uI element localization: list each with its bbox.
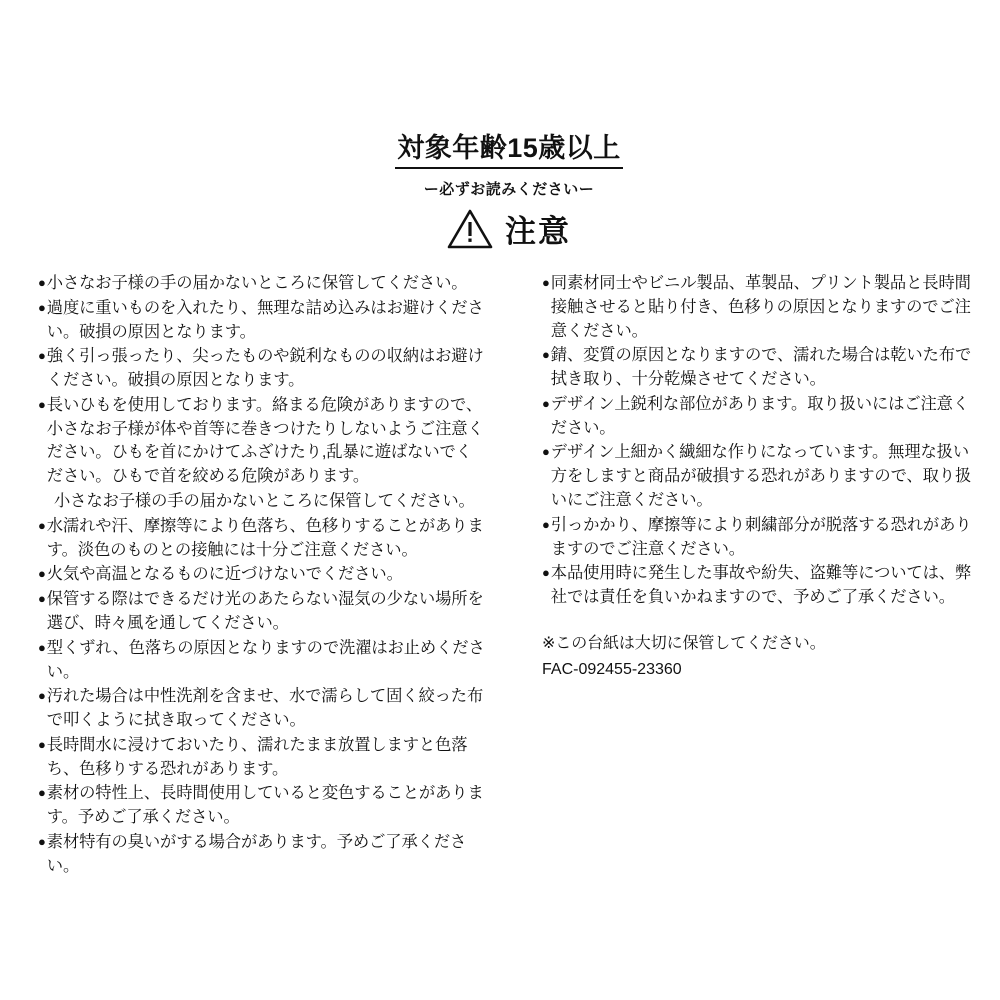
warning-list-item [38, 588, 488, 636]
bullet-dot-icon: ● [38, 275, 46, 290]
warning-list-item [38, 563, 488, 587]
bullet-dot-icon: ● [542, 395, 550, 411]
warning-list-item-text: デザイン上細かく繊細な作りになっています。無理な扱い方をしますと商品が破損する恐れがありますので、取り扱いにご注意ください。 [550, 443, 972, 510]
bullet-dot-icon: ● [38, 833, 46, 849]
warning-list-item [38, 345, 488, 393]
warning-list-item-text: 強く引っ張ったり、尖ったものや鋭利なものの収納はお避けください。破損の原因となります。 [46, 347, 484, 390]
left-warning-list [38, 272, 488, 879]
warning-list-item [542, 393, 978, 441]
warning-list-item-text: 小さなお子様の手の届かないところに保管してください。 [46, 274, 468, 292]
product-code: FAC-092455-23360 [542, 660, 682, 678]
warning-list-item [542, 514, 978, 562]
warning-list-item [38, 272, 488, 296]
bullet-dot-icon: ● [542, 516, 550, 532]
bullet-dot-icon: ● [38, 396, 46, 412]
warning-list-item [38, 685, 488, 733]
age-restriction-label: 対象年齢15歳以上 [395, 132, 623, 169]
warning-list-item [542, 562, 978, 610]
left-warning-column [0, 272, 500, 880]
caution-label: 注意 [505, 214, 571, 250]
warning-list-item-text: 長いひもを使用しております。絡まる危険がありますので、小さなお子様が体や首等に巻きつけたりしないようご注意ください。ひもを首にかけてふざけたり,乱暴に遊ばないでください。ひもで首を絞める危険があります。 [46, 395, 484, 486]
warning-list-item-text: 錆、変質の原因となりますので、濡れた場合は乾いた布で拭き取り、十分乾燥させてください。 [550, 346, 972, 389]
bullet-dot-icon: ● [542, 275, 550, 290]
age-restriction-row [0, 132, 1000, 169]
warning-list-item [38, 782, 488, 830]
warning-list-item [38, 297, 488, 345]
bullet-dot-icon: ● [542, 347, 550, 363]
warning-list-item [38, 734, 488, 782]
warning-list-item [542, 441, 978, 512]
warning-columns [0, 272, 1000, 880]
warning-list-item [38, 394, 488, 489]
warning-list-item-text: 同素材同士やビニル製品、革製品、プリント製品と長時間接触させると貼り付き、色移りの原因となりますのでご注意ください。 [550, 274, 971, 340]
warning-list-item-text: 水濡れや汗、摩擦等により色落ち、色移りすることがあります。淡色のものとの接触には十分ご注意ください。 [46, 516, 484, 559]
warning-list-item [38, 831, 488, 879]
storage-note: ※この台紙は大切に保管してください。 [542, 634, 826, 652]
bullet-dot-icon: ● [38, 299, 46, 315]
bullet-dot-icon: ● [38, 348, 46, 364]
bullet-dot-icon: ● [38, 688, 46, 704]
bullet-dot-icon: ● [542, 444, 550, 460]
warning-list-item [542, 272, 978, 343]
bullet-dot-icon: ● [38, 566, 46, 582]
warning-list-item-text: 素材の特性上、長時間使用していると変色することがあります。予めご了承ください。 [46, 784, 484, 827]
warning-list-item-text: 引っかかり、摩擦等により刺繍部分が脱落する恐れがありますのでご注意ください。 [550, 515, 972, 558]
warning-list-item [38, 637, 488, 685]
bullet-dot-icon: ● [38, 591, 46, 607]
right-warning-column [500, 272, 1000, 682]
bullet-dot-icon: ● [38, 736, 46, 752]
warning-list-item-text: 過度に重いものを入れたり、無理な詰め込みはお避けください。破損の原因となります。 [46, 298, 484, 341]
warning-list-item-text: 火気や高温となるものに近づけないでください。 [46, 565, 403, 584]
warning-list-item-text: 型くずれ、色落ちの原因となりますので洗濯はお止めください。 [46, 638, 485, 681]
bullet-dot-icon: ● [542, 565, 550, 581]
warning-list-item [38, 515, 488, 563]
warning-list-item-text: 本品使用時に発生した事故や紛失、盗難等については、弊社では責任を負いかねますので、予めご了承ください。 [550, 564, 972, 607]
document-header [0, 132, 1000, 251]
bullet-dot-icon: ● [38, 785, 46, 801]
warning-list-item-text: デザイン上鋭利な部位があります。取り扱いにはご注意ください。 [550, 394, 970, 437]
warning-list-item-text: 素材特有の臭いがする場合があります。予めご了承ください。 [46, 832, 467, 875]
bullet-dot-icon: ● [38, 517, 46, 533]
warning-list-item-text: 保管する際はできるだけ光のあたらない湿気の少ない場所を選び、時々風を通してください。 [46, 590, 484, 632]
warning-list-item-text: 汚れた場合は中性洗剤を含ませ、水で濡らして固く絞った布で叩くように拭き取ってください。 [46, 687, 484, 730]
right-warning-list [542, 272, 978, 610]
warning-list-item-text: 長時間水に浸けておいたり、濡れたまま放置しますと色落ち、色移りする恐れがあります。 [46, 735, 468, 778]
warning-list-item-continuation: 小さなお子様の手の届かないところに保管してください。 [54, 492, 475, 511]
must-read-label: ー必ずお読みくださいー [423, 181, 595, 199]
warning-triangle-icon [447, 208, 493, 250]
caution-heading [0, 206, 1000, 251]
warning-list-item [542, 344, 978, 392]
bullet-dot-icon: ● [38, 639, 46, 655]
